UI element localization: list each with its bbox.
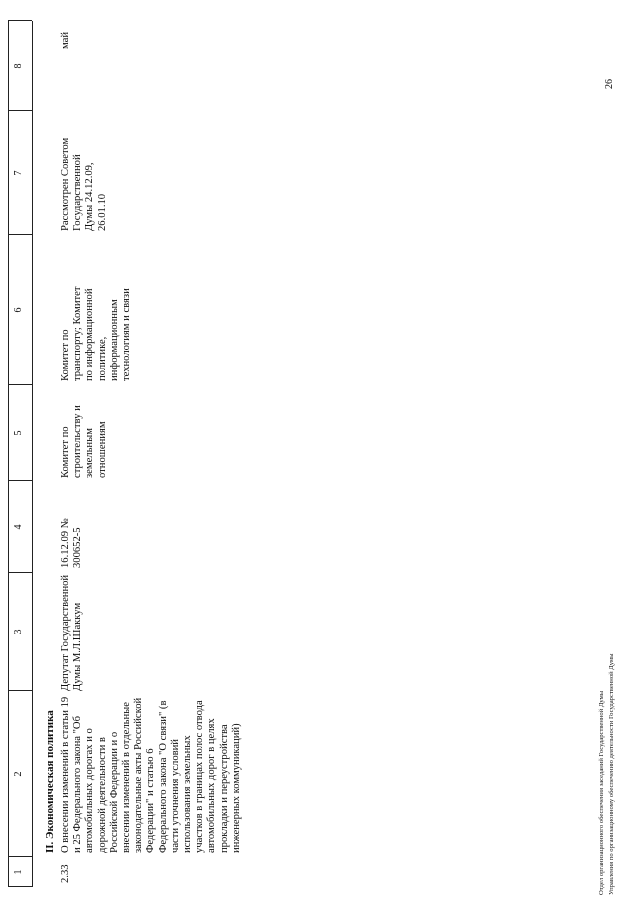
- header-bottom-rule: [32, 21, 33, 887]
- column-number-1: 1: [13, 869, 24, 875]
- registration-info: 16.12.09 № 300652-5: [60, 518, 84, 568]
- table-top-rule: [8, 21, 9, 887]
- section-title: II. Экономическая политика: [44, 710, 56, 853]
- consideration-status: Рассмотрен Советом Государственной Думы 24.12.09, 26.01.10: [60, 137, 108, 231]
- bill-author: Депутат Государственной Думы М.Л.Шаккум: [60, 574, 84, 691]
- column-number-2: 2: [13, 771, 24, 777]
- column-number-6: 6: [13, 307, 24, 313]
- footer-department: Отдел организационного обеспечения заседаний Государственной Думы: [598, 690, 605, 895]
- co-committees: Комитет по транспорту; Комитет по информационной политике, информационным технологиям и связи: [60, 286, 133, 381]
- page-number: 26: [604, 79, 615, 89]
- column-number-8: 8: [13, 63, 24, 69]
- lead-committee: Комитет по строительству и земельным отношениям: [60, 405, 108, 478]
- column-number-4: 4: [13, 524, 24, 530]
- column-number-3: 3: [13, 629, 24, 635]
- column-number-5: 5: [13, 430, 24, 436]
- row-number: 2.33: [60, 864, 71, 883]
- footer-directorate: Управления по организационному обеспечению деятельности Государственной Думы: [608, 653, 615, 895]
- planned-term: май: [60, 31, 71, 49]
- bill-title: О внесении изменений в статьи 19 и 25 Федерального закона "Об автомобильных дорогах и о дорожной деятельности в Российской Федерации и о внесении изменений в отдельные законодательные акты Российской Федерации" и статью 6 Федерального закона "О связи" (в части уточнения условий использования земельных участков в границах полос отвода автомобильных дорог в целях прокладки и переустройства инженерных коммуникаций): [60, 696, 242, 853]
- column-number-7: 7: [13, 170, 24, 176]
